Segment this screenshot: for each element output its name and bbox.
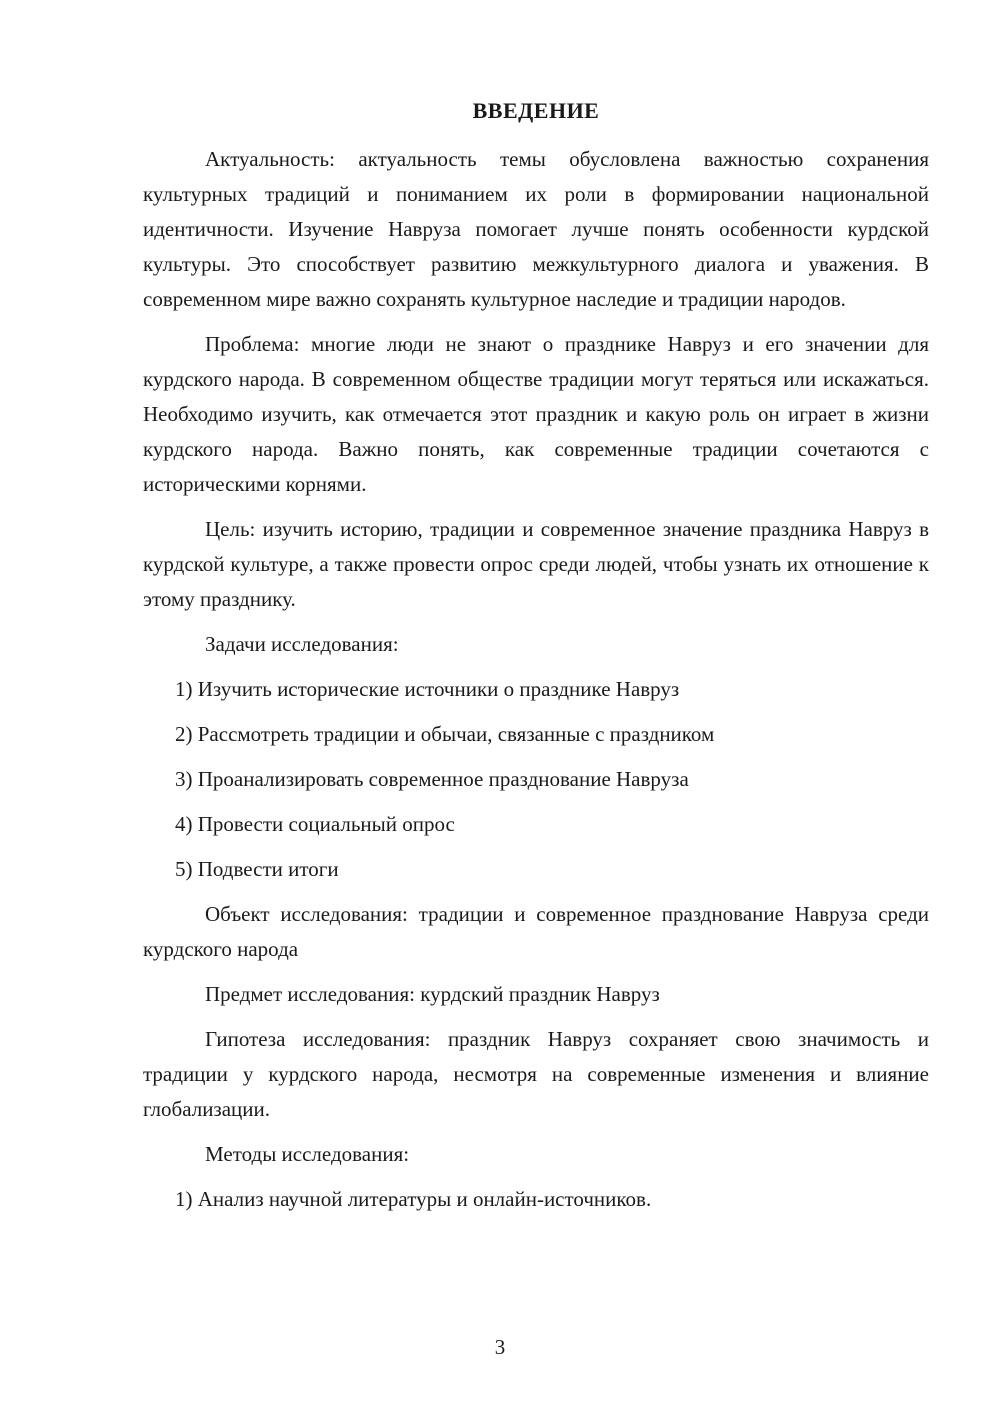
task-item-3: 3) Проанализировать современное празднование Навруза — [175, 767, 689, 791]
tasks-list — [143, 672, 929, 887]
page-title: ВВЕДЕНИЕ — [472, 98, 600, 123]
paragraph-obekt: Объект исследования: традиции и современное празднование Навруза среди курдского народа — [143, 902, 929, 961]
tasks-heading: Задачи исследования: — [205, 632, 399, 656]
task-item-1: 1) Изучить исторические источники о празднике Навруз — [175, 677, 680, 701]
method-item-1: 1) Анализ научной литературы и онлайн-источников. — [175, 1187, 652, 1211]
task-item-4: 4) Провести социальный опрос — [175, 812, 455, 836]
page-number: 3 — [494, 1335, 506, 1359]
methods-list — [143, 1182, 929, 1217]
task-item-5: 5) Подвести итоги — [175, 857, 339, 881]
paragraph-gipoteza: Гипотеза исследования: праздник Навруз сохраняет свою значимость и традиции у курдского народа, несмотря на современные изменения и влияние глобализации. — [143, 1027, 929, 1121]
paragraph-tsel: Цель: изучить историю, традиции и современное значение праздника Навруз в курдской культуре, а также провести опрос среди людей, чтобы узнать их отношение к этому празднику. — [143, 517, 929, 611]
paragraph-aktualnost: Актуальность: актуальность темы обусловлена важностью сохранения культурных традиций и пониманием их роли в формировании национальной идентичности. Изучение Навруза помогает лучше понять особенности курдской культуры. Это способствует развитию межкультурного диалога и уважения. В современном мире важно сохранять культурное наследие и традиции народов. — [143, 147, 929, 311]
task-item-2: 2) Рассмотреть традиции и обычаи, связанные с праздником — [175, 722, 715, 746]
paragraph-problema: Проблема: многие люди не знают о празднике Навруз и его значении для курдского народа. В современном обществе традиции могут теряться или искажаться. Необходимо изучить, как отмечается этот праздник и какую роль он играет в жизни курдского народа. Важно понять, как современные традиции сочетаются с историческими корнями. — [143, 332, 929, 496]
paragraph-predmet: Предмет исследования: курдский праздник Навруз — [205, 982, 660, 1006]
methods-heading: Методы исследования: — [205, 1142, 410, 1166]
